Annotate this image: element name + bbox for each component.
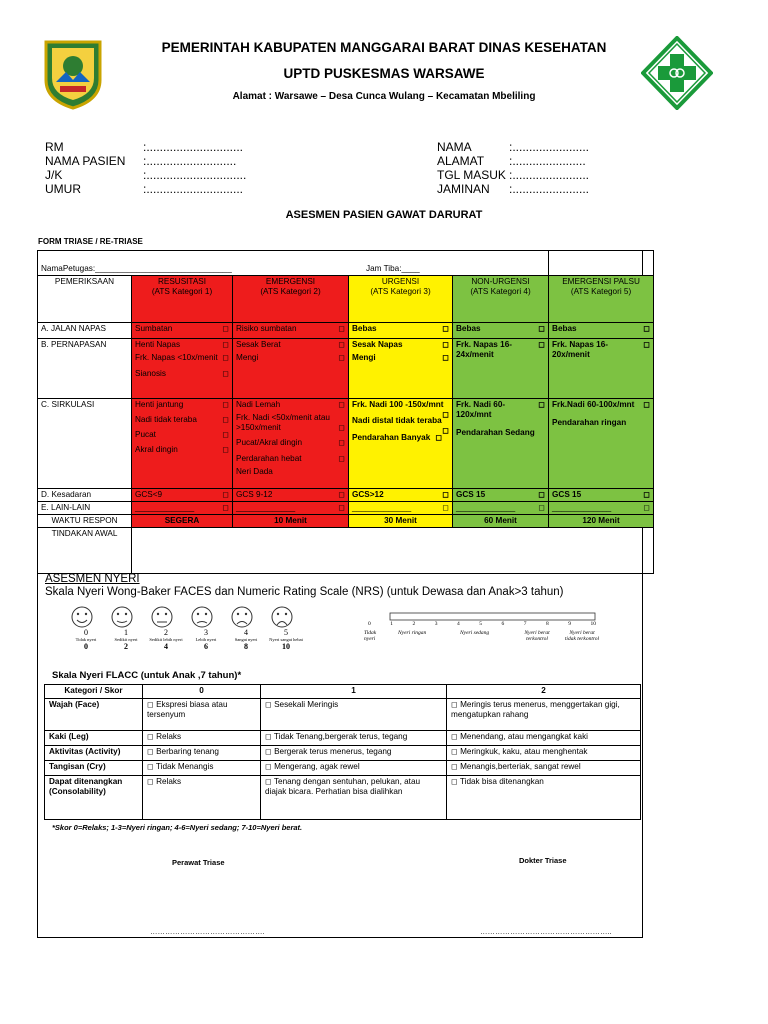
nrs-label-1: Nyeri ringan [398, 630, 427, 636]
umur-value[interactable]: :............................. [143, 182, 244, 196]
flacc-consolability-0[interactable]: ◻ Relaks [143, 776, 261, 820]
checkbox-icon: ◻ [643, 324, 651, 333]
rm-label: RM [45, 140, 64, 154]
sirkulasi-c4[interactable]: ◻ Frk. Nadi 60-120x/mnt Pendarahan Sedang [453, 399, 549, 489]
waktu-respon-label: WAKTU RESPON [38, 515, 132, 528]
jk-value[interactable]: :.............................. [143, 168, 247, 182]
umur-label: UMUR [45, 182, 81, 196]
sirkulasi-c3[interactable]: Frk. Nadi 100 -150x/mnt ◻ Nadi distal tidak teraba ◻ Pendarahan Banyak ◻ [349, 399, 453, 489]
lain-lain-c4[interactable]: _____________ ◻ [453, 502, 549, 515]
flacc-face-0[interactable]: ◻ Ekspresi biasa atau tersenyum [143, 699, 261, 731]
flacc-face-2[interactable]: ◻ Meringis terus menerus, menggertakan gigi, mengatupkan rahang [447, 699, 641, 731]
flacc-leg-0[interactable]: ◻ Relaks [143, 731, 261, 746]
jalan-napas-c1[interactable]: Sumbatan ◻ [132, 323, 233, 339]
flacc-face-1[interactable]: ◻ Sesekali Meringis [261, 699, 447, 731]
pernapasan-label: B. PERNAPASAN [38, 339, 132, 399]
header-line-2: UPTD PUSKESMAS WARSAWE [283, 66, 485, 81]
kesadaran-c2[interactable]: GCS 9-12 ◻ [233, 489, 349, 502]
jalan-napas-label: A. JALAN NAPAS [38, 323, 132, 339]
flacc-row-consolability-label: Dapat ditenangkan (Consolability) [45, 776, 143, 820]
kesadaran-label: D. Kesadaran [38, 489, 132, 502]
puskesmas-logo-icon [641, 36, 713, 110]
patient-info-right [437, 140, 589, 196]
sirkulasi-c1[interactable]: Henti jantung ◻ Nadi tidak teraba ◻ Pucat ◻ Akral dingin ◻ [132, 399, 233, 489]
pernapasan-c5[interactable]: ◻ Frk. Napas 16-20x/menit [549, 339, 654, 399]
pernapasan-c1[interactable]: Henti Napas ◻ Frk. Napas <10x/menit ◻ Sianosis ◻ [132, 339, 233, 399]
lain-lain-c5[interactable]: _____________ ◻ [549, 502, 654, 515]
petugas-field[interactable]: NamaPetugas:______________________________ [38, 251, 549, 276]
checkbox-icon: ◻ [222, 324, 229, 333]
flacc-table [44, 684, 641, 820]
tgl-masuk-label: TGL MASUK [437, 168, 506, 182]
nama-label: NAMA [437, 140, 472, 154]
waktu-respon-c5: 120 Menit [549, 515, 654, 528]
nyeri-title: ASESMEN NYERI [45, 573, 140, 585]
jalan-napas-c5[interactable]: Bebas ◻ [549, 323, 654, 339]
jam-tiba-field[interactable] [549, 251, 654, 276]
flacc-row-face-label: Wajah (Face) [45, 699, 143, 731]
jalan-napas-c2[interactable]: Risiko sumbatan ◻ [233, 323, 349, 339]
face-0: 0 Tidak nyeri 0 [75, 628, 97, 651]
level-2-header: EMERGENSI (ATS Kategori 2) [233, 276, 349, 323]
jaminan-label: JAMINAN [437, 182, 490, 196]
nrs-label-0: Tidak nyeri [364, 630, 377, 642]
flacc-cry-2[interactable]: ◻ Menangis,berteriak, sangat rewel [447, 761, 641, 776]
kesadaran-c3[interactable]: GCS>12 ◻ [349, 489, 453, 502]
pernapasan-c3[interactable]: Sesak Napas ◻ Mengi ◻ [349, 339, 453, 399]
flacc-title: Skala Nyeri FLACC (untuk Anak ,7 tahun)* [52, 670, 242, 681]
nrs-label-3: Nyeri berat terkontrol [524, 630, 550, 642]
face-2: 2 Sedikit lebih nyeri 4 [149, 628, 183, 651]
tindakan-awal-label: TINDAKAN AWAL [38, 528, 132, 574]
flacc-header-0: 0 [143, 685, 261, 699]
lain-lain-label: E. LAIN-LAIN [38, 502, 132, 515]
waktu-respon-c2: 10 Menit [233, 515, 349, 528]
level-1-header: RESUSITASI (ATS Kategori 1) [132, 276, 233, 323]
jalan-napas-c4[interactable]: Bebas ◻ [453, 323, 549, 339]
nama-pasien-value[interactable]: :........................... [143, 154, 237, 168]
tindakan-awal-field[interactable] [132, 528, 654, 574]
form-subtitle: FORM TRIASE / RE-TRIASE [38, 237, 143, 246]
face-1: 1 Sedikit nyeri 2 [114, 628, 138, 651]
score-note: *Skor 0=Relaks; 1-3=Nyeri ringan; 4-6=Nyeri sedang; 7-10=Nyeri berat. [52, 823, 303, 832]
waktu-respon-c4: 60 Menit [453, 515, 549, 528]
flacc-header-1: 1 [261, 685, 447, 699]
numeric-rating-scale [360, 612, 600, 656]
pernapasan-c2[interactable]: Sesak Berat ◻ Mengi ◻ [233, 339, 349, 399]
jk-label: J/K [45, 168, 63, 182]
kesadaran-c5[interactable]: GCS 15 ◻ [549, 489, 654, 502]
checkbox-icon: ◻ [442, 324, 449, 333]
flacc-row-cry-label: Tangisan (Cry) [45, 761, 143, 776]
waktu-respon-c3: 30 Menit [349, 515, 453, 528]
flacc-row-leg-label: Kaki (Leg) [45, 731, 143, 746]
alamat-label: ALAMAT [437, 154, 485, 168]
kesadaran-c4[interactable]: GCS 15 ◻ [453, 489, 549, 502]
lain-lain-c3[interactable]: _____________ ◻ [349, 502, 453, 515]
level-4-header: NON-URGENSI (ATS Kategori 4) [453, 276, 549, 323]
flacc-header-kategori: Kategori / Skor [45, 685, 143, 699]
lain-lain-c2[interactable]: _____________ ◻ [233, 502, 349, 515]
flacc-consolability-2[interactable]: ◻ Tidak bisa ditenangkan [447, 776, 641, 820]
header-line-1: PEMERINTAH KABUPATEN MANGGARAI BARAT DINAS KESEHATAN [161, 40, 607, 55]
flacc-consolability-1[interactable]: ◻ Tenang dengan sentuhan, pelukan, atau diajak bicara. Perhatian bisa dialihkan [261, 776, 447, 820]
perawat-triase-label: Perawat Triase [172, 858, 225, 867]
nrs-label-2: Nyeri sedang [460, 630, 490, 636]
sirkulasi-c2[interactable]: Nadi Lemah ◻ Frk. Nadi <50x/menit atau >150x/menit ◻ Pucat/Akral dingin ◻ Perdarahan hebat ◻ Neri Dada [233, 399, 349, 489]
flacc-cry-0[interactable]: ◻ Tidak Menangis [143, 761, 261, 776]
triage-table [37, 250, 654, 574]
patient-info-left [45, 140, 246, 196]
nama-value[interactable]: :....................... [509, 140, 590, 154]
flacc-activity-0[interactable]: ◻ Berbaring tenang [143, 746, 261, 761]
header-address: Alamat : Warsawe – Desa Cunca Wulang – Kecamatan Mbeliling [232, 91, 536, 102]
kesadaran-c1[interactable]: GCS<9 ◻ [132, 489, 233, 502]
pemeriksaan-header: PEMERIKSAAN [38, 276, 132, 323]
checkbox-icon: ◻ [538, 324, 546, 333]
face-5: 5 Nyeri sangat hebat 10 [269, 628, 303, 651]
checkbox-icon: ◻ [338, 324, 345, 333]
pernapasan-c4[interactable]: ◻ Frk. Napas 16-24x/menit [453, 339, 549, 399]
lain-lain-c1[interactable]: _____________ ◻ [132, 502, 233, 515]
flacc-activity-1[interactable]: ◻ Bergerak terus menerus, tegang [261, 746, 447, 761]
alamat-value[interactable]: :...................... [509, 154, 586, 168]
level-3-header: URGENSI (ATS Kategori 3) [349, 276, 453, 323]
dokter-triase-label: Dokter Triase [519, 856, 567, 865]
rm-value[interactable]: :............................. [143, 140, 244, 154]
flacc-header-2: 2 [447, 685, 641, 699]
form-title: ASESMEN PASIEN GAWAT DARURAT [285, 209, 483, 221]
jaminan-value[interactable]: :....................... [509, 182, 590, 196]
flacc-activity-2[interactable]: ◻ Meringkuk, kaku, atau menghentak [447, 746, 641, 761]
faces-icon [66, 606, 306, 628]
nrs-label-4: Nyeri berat tidak terkontrol [564, 630, 600, 642]
nyeri-subtitle: Skala Nyeri Wong-Baker FACES dan Numeric Rating Scale (NRS) (untuk Dewasa dan Anak>3 tahun) [45, 586, 564, 598]
nama-pasien-label: NAMA PASIEN [45, 154, 126, 168]
flacc-leg-2[interactable]: ◻ Menendang, atau mengangkat kaki [447, 731, 641, 746]
dokter-signature-line[interactable]: …………………………………………….. [480, 927, 612, 936]
flacc-cry-1[interactable]: ◻ Mengerang, agak rewel [261, 761, 447, 776]
sirkulasi-c5[interactable]: ◻ Frk.Nadi 60-100x/mnt Pendarahan ringan [549, 399, 654, 489]
perawat-signature-line[interactable]: ………………………………………. [150, 927, 265, 936]
jalan-napas-c3[interactable]: Bebas ◻ [349, 323, 453, 339]
flacc-row-activity-label: Aktivitas (Activity) [45, 746, 143, 761]
sirkulasi-label: C. SIRKULASI [38, 399, 132, 489]
level-5-header: EMERGENSI PALSU (ATS Kategori 5) [549, 276, 654, 323]
flacc-leg-1[interactable]: ◻ Tidak Tenang,bergerak terus, tegang [261, 731, 447, 746]
waktu-respon-c1: SEGERA [132, 515, 233, 528]
face-3: 3 Lebih nyeri 6 [195, 628, 217, 651]
tgl-masuk-value[interactable]: :....................... [509, 168, 590, 182]
wong-baker-faces [66, 606, 306, 661]
nrs-ticks: 0 1 2 3 4 5 6 7 8 9 10 [368, 621, 596, 627]
face-4: 4 Sangat nyeri 8 [234, 628, 258, 651]
jam-tiba-label: Jam Tiba:____ [366, 264, 420, 273]
